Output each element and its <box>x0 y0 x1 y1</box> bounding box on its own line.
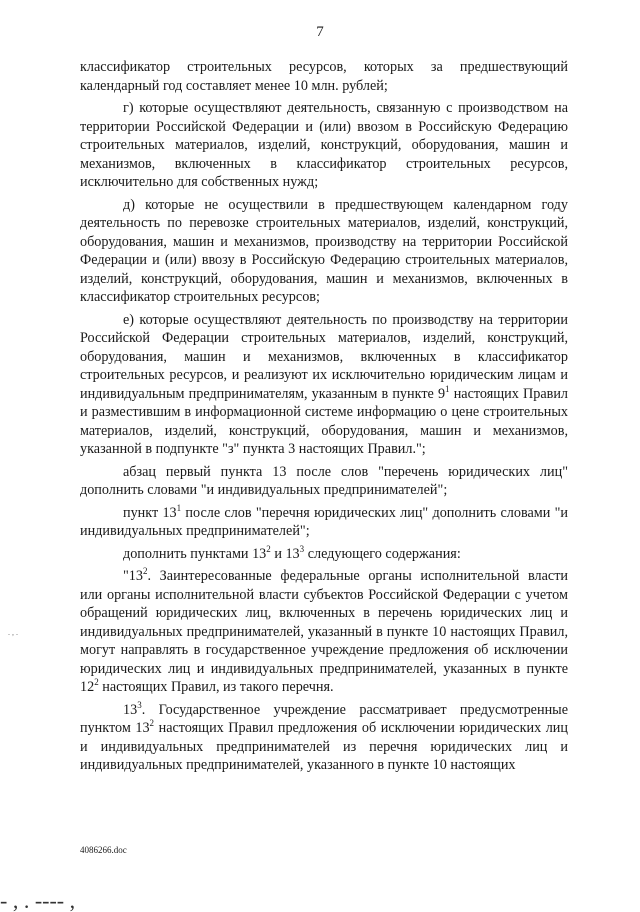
superscript: 1 <box>176 502 182 513</box>
paragraph-4 <box>80 311 568 459</box>
paragraph-7-text-b: и 13 <box>270 545 300 562</box>
paragraph-8 <box>80 567 568 697</box>
paragraph-5: абзац первый пункта 13 после слов "перечень юридических лиц" дополнить словами "и индивидуальных предпринимателей"; <box>80 463 568 498</box>
paragraph-6 <box>80 504 568 541</box>
page-number: 7 <box>316 24 324 40</box>
paragraph-6-text-a: пункт 13 <box>123 504 177 521</box>
paragraph-4-text-a: е) которые осуществляют деятельность по производству на территории Российской Федерации строительных материалов, изделий, конструкций, оборудования, машин и механизмов, включенных в классификатор строительных ресурсов, и реализуют их исключительно юридическим лицам и индивидуальным предпринимателям, указанным в пункте 9 <box>80 311 568 402</box>
paragraph-7-text-a: дополнить пунктами 13 <box>123 545 267 562</box>
superscript: 2 <box>94 677 99 687</box>
paragraph-8-text-c: настоящих Правил, из такого перечня. <box>98 679 334 695</box>
paragraph-6-text-b: после слов "перечня юридических лиц" дополнить словами "и индивидуальных предпринимателей"; <box>80 504 569 539</box>
superscript: 3 <box>299 543 305 554</box>
superscript: 2 <box>142 566 148 576</box>
paragraph-9-text-b: . Государственное учреждение рассматривает предусмотренные пунктом 13 <box>80 701 568 736</box>
paragraph-8-text-a: "13 <box>123 568 143 584</box>
superscript: 3 <box>137 699 142 710</box>
paragraph-8-text-b: . Заинтересованные федеральные органы исполнительной власти или органы исполнительной власти субъектов Российской Федерации с учетом обращений юридических лиц, включенных в перечень юридических лиц и индивидуальных предпринимателей, указанный в пункте 10 настоящих Правил, могут направлять в государственное учреждение предложения об исключении юридических лиц и индивидуальных предпринимателей, указанных в пункте 12 <box>80 568 568 695</box>
next-page-fragment: - , . ---- , <box>0 890 76 912</box>
superscript: 2 <box>266 543 271 554</box>
paragraph-3: д) которые не осуществили в предшествующем календарном году деятельность по перевозке строительных материалов, изделий, конструкций, оборудования, машин и механизмов, производству на территории Российской Федерации и (или) ввозу в Российскую Федерацию строительных материалов, изделий, конструкций, оборудования, машин и механизмов, включенных в классификатор строительных ресурсов; <box>80 196 568 305</box>
paragraph-7 <box>80 545 568 564</box>
paragraph-9 <box>80 701 568 775</box>
document-file-id: 4086266.doc <box>80 845 127 855</box>
document-body <box>80 58 568 775</box>
superscript: 2 <box>149 718 155 728</box>
paragraph-4-text-b: настоящих Правил и разместившим в информационной системе информацию о цене строительных материалов, изделий, конструкций, оборудования, машин и механизмов, указанной в подпункте "з" пункта 3 настоящих Правил."; <box>80 385 568 457</box>
superscript: 1 <box>445 383 450 394</box>
margin-mark: . , . <box>8 628 18 637</box>
paragraph-9-text-c: настоящих Правил предложения об исключении юридических лиц и индивидуальных предпринимателей из перечня юридических лиц и индивидуальных предпринимателей, указанного в пункте 10 настоящих <box>80 720 568 773</box>
paragraph-9-text-a: 13 <box>123 701 138 718</box>
paragraph-2: г) которые осуществляют деятельность, связанную с производством на территории Российской Федерации и (или) ввозом в Российскую Федерацию строительных материалов, изделий, конструкций, оборудования, машин и механизмов, включенных в классификатор строительных ресурсов, исключительно для собственных нужд; <box>80 100 568 190</box>
paragraph-7-text-c: следующего содержания: <box>304 545 461 562</box>
paragraph-1: классификатор строительных ресурсов, которых за предшествующий календарный год составляет менее 10 млн. рублей; <box>80 59 568 94</box>
